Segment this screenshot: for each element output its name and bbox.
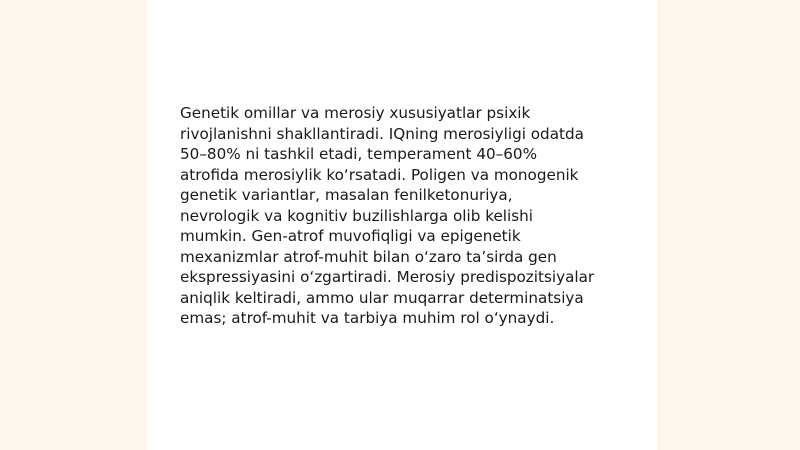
paragraph-line: atrofida merosiylik ko‘rsatadi. Poligen va monogenik: [180, 165, 579, 184]
paragraph-line: mumkin. Gen-atrof muvofiqligi va epigenetik: [180, 227, 521, 245]
paragraph-line: aniqlik keltiradi, ammo ular muqarrar determinatsiya: [180, 288, 584, 307]
paragraph-line: genetik variantlar, masalan fenilketonuriya,: [180, 186, 513, 204]
paragraph-line: rivojlanishni shakllantiradi. IQning merosiyligi odatda: [180, 124, 584, 143]
paragraph-line: Genetik omillar va merosiy xususiyatlar psixik: [180, 104, 531, 122]
paragraph-line: ekspressiyasini o‘zgartiradi. Merosiy predispozitsiyalar: [180, 268, 595, 286]
document-page: [147, 0, 657, 450]
paragraph-line: nevrologik va kognitiv buzilishlarga olib kelishi: [180, 206, 534, 225]
paragraph-line: mexanizmlar atrof-muhit bilan o‘zaro ta’sirda gen: [180, 247, 557, 266]
paragraph-line: 50–80% ni tashkil etadi, temperament 40–60%: [180, 145, 538, 163]
body-paragraph: [180, 103, 630, 329]
paragraph-line: emas; atrof-muhit va tarbiya muhim rol o‘ynaydi.: [180, 309, 555, 327]
